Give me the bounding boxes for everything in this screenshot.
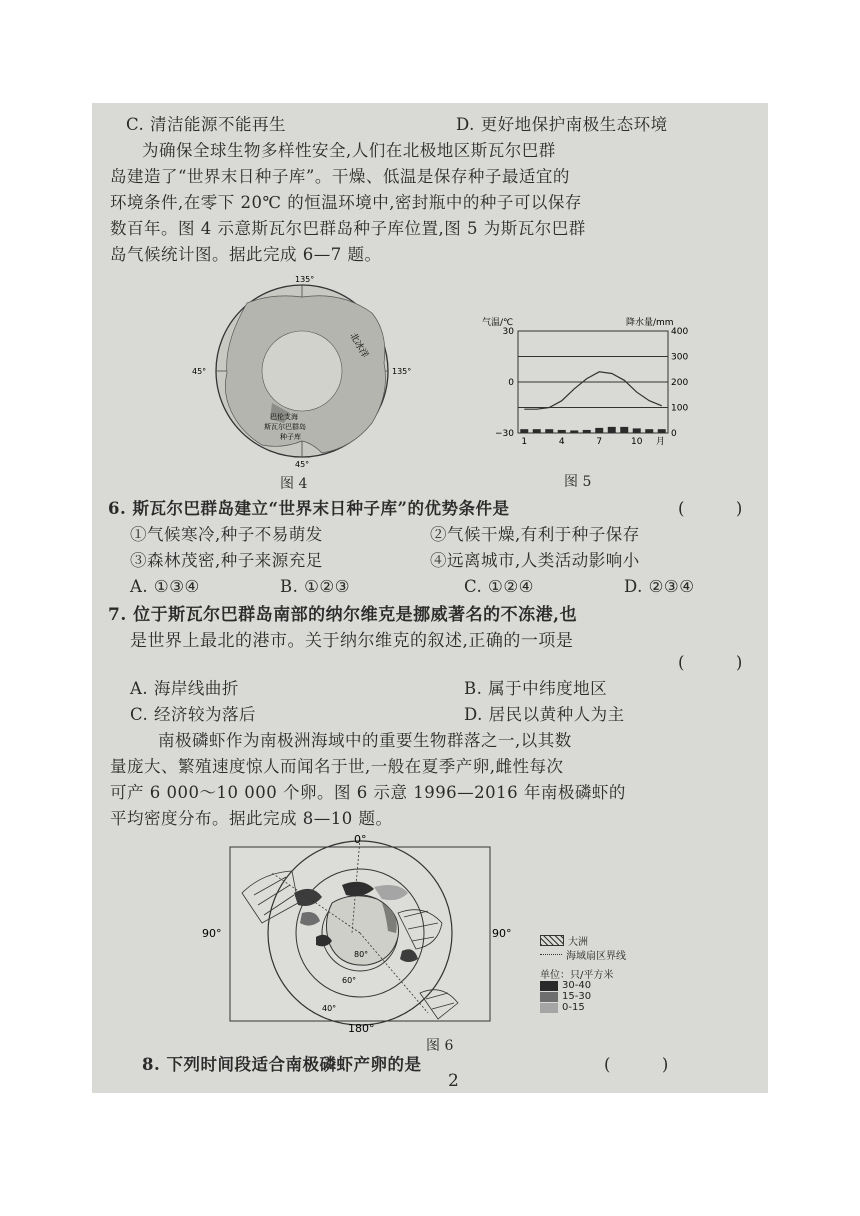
precip-tick-label: 200 (671, 378, 689, 388)
temp-tick-label: −30 (495, 429, 514, 439)
passage2-line: 南极磷虾作为南极洲海域中的重要生物群落之一,以其数 (158, 731, 572, 750)
legend-dotted-line-swatch (540, 954, 562, 955)
figure4-arctic-map (152, 273, 452, 469)
fig6-lat-80: 80° (354, 950, 369, 959)
fig4-label-barents: 巴伦支海 (270, 413, 298, 421)
month-tick-label: 4 (558, 437, 565, 447)
legend-hatch-swatch (540, 935, 564, 946)
q6-choice-a: A. ①③④ (130, 577, 200, 596)
precip-bar-month-3 (545, 429, 553, 433)
fig6-lon-left: 90° (202, 927, 222, 940)
q6-opt4: ④远离城市,人类活动影响小 (430, 551, 640, 570)
fig4-lon-top: 135° (295, 275, 315, 284)
option-d-prev: D. 更好地保护南极生态环境 (456, 115, 668, 134)
q6-opt1: ①气候寒冷,种子不易萌发 (130, 525, 323, 544)
precip-tick-label: 300 (671, 352, 689, 363)
legend-level-high: 30-40 (562, 980, 592, 991)
passage1-line: 环境条件,在零下 20℃ 的恒温环境中,密封瓶中的种子可以保存 (110, 193, 582, 212)
passage1-line: 岛建造了“世界末日种子库”。干燥、低温是保存种子最适宜的 (110, 167, 570, 186)
q7-choice-c: C. 经济较为落后 (130, 705, 257, 724)
precip-bar-month-2 (533, 429, 541, 433)
precip-bar-month-11 (645, 429, 653, 433)
month-unit-label: 月 (656, 437, 666, 447)
q8-stem: 8. 下列时间段适合南极磷虾产卵的是 (142, 1055, 422, 1074)
precip-bar-month-7 (595, 428, 603, 433)
fig4-label-svalbard: 斯瓦尔巴群岛 (264, 423, 306, 431)
fig4-lon-left: 45° (192, 367, 207, 376)
passage2-line: 可产 6 000～10 000 个卵。图 6 示意 1996—2016 年南极磷虾的 (110, 783, 626, 802)
precip-axis-label: 降水量/mm (626, 318, 674, 328)
legend-swatch-mid (540, 992, 558, 1002)
precip-bar-month-4 (558, 430, 566, 433)
figure5-caption: 图 5 (564, 474, 592, 490)
fig6-lat-40: 40° (322, 1004, 337, 1013)
legend-level-mid: 15-30 (562, 991, 592, 1002)
temp-tick-label: 30 (502, 327, 514, 337)
passage1-line: 岛气候统计图。据此完成 6—7 题。 (110, 245, 382, 264)
q6-opt2: ②气候干燥,有利于种子保存 (430, 525, 640, 544)
q6-choice-b: B. ①②③ (280, 577, 350, 596)
precip-bar-month-1 (520, 429, 528, 433)
q7-line2: 是世界上最北的港市。关于纳尔维克的叙述,正确的一项是 (130, 631, 574, 651)
fig6-lon-top: 0° (354, 833, 367, 846)
fig6-lon-bottom: 180° (348, 1022, 375, 1035)
fig4-label-seed-vault: 种子库 (280, 433, 301, 441)
legend-swatch-low (540, 1003, 558, 1013)
q6-bracket: ( ) (678, 499, 743, 518)
precip-bar-month-6 (583, 430, 591, 433)
passage1-line: 为确保全球生物多样性安全,人们在北极地区斯瓦尔巴群 (142, 141, 556, 160)
exam-page (92, 103, 768, 1093)
fig4-lon-right: 135° (392, 367, 412, 376)
precip-tick-label: 0 (671, 429, 677, 439)
fig4-lon-bottom: 45° (295, 460, 310, 469)
legend-continent-label: 大洲 (568, 936, 588, 948)
fig4-label-arctic-ocean: 北冰洋 (347, 331, 370, 360)
page-number: 2 (448, 1071, 459, 1091)
q7-line1: 7. 位于斯瓦尔巴群岛南部的纳尔维克是挪威著名的不冻港,也 (108, 605, 578, 625)
figure6-antarctic-map (202, 833, 512, 1035)
q7-choice-d: D. 居民以黄种人为主 (464, 705, 625, 724)
temp-axis-label: 气温/℃ (482, 318, 514, 328)
q7-choice-b: B. 属于中纬度地区 (464, 679, 608, 698)
figure4-caption: 图 4 (280, 476, 308, 492)
precip-tick-label: 100 (671, 403, 689, 414)
fig6-lon-right: 90° (492, 927, 512, 940)
figure6-caption: 图 6 (426, 1038, 454, 1054)
q6-stem: 6. 斯瓦尔巴群岛建立“世界末日种子库”的优势条件是 (108, 499, 510, 518)
option-c-prev: C. 清洁能源不能再生 (126, 115, 287, 134)
precip-tick-label: 400 (671, 327, 689, 337)
fig6-lat-60: 60° (342, 976, 357, 985)
month-tick-label: 7 (596, 437, 603, 447)
legend-boundary-label: 海域扇区界线 (566, 950, 626, 962)
precip-bar-month-8 (608, 427, 616, 433)
temp-tick-label: 0 (508, 378, 514, 388)
figure6-legend (540, 933, 690, 1013)
figure5-climate-chart (478, 313, 718, 453)
q6-opt3: ③森林茂密,种子来源充足 (130, 551, 323, 570)
q7-bracket: ( ) (678, 653, 743, 672)
month-tick-label: 1 (521, 437, 528, 447)
precip-bar-month-9 (620, 427, 628, 433)
legend-level-low: 0-15 (562, 1002, 585, 1013)
legend-unit: 单位：只/平方米 (540, 970, 614, 981)
passage1-line: 数百年。图 4 示意斯瓦尔巴群岛种子库位置,图 5 为斯瓦尔巴群 (110, 219, 586, 238)
precip-bar-month-12 (658, 429, 666, 433)
passage2-line: 量庞大、繁殖速度惊人而闻名于世,一般在夏季产卵,雌性每次 (110, 757, 564, 776)
legend-swatch-high (540, 981, 558, 991)
precip-bar-month-10 (633, 428, 641, 433)
passage2-line: 平均密度分布。据此完成 8—10 题。 (110, 809, 393, 828)
month-tick-label: 10 (631, 437, 643, 447)
temperature-line (524, 372, 662, 409)
q7-choice-a: A. 海岸线曲折 (130, 679, 239, 698)
q6-choice-c: C. ①②④ (464, 577, 534, 596)
q6-choice-d: D. ②③④ (624, 577, 695, 596)
precip-bar-month-5 (570, 430, 578, 433)
q8-bracket: ( ) (604, 1055, 669, 1074)
